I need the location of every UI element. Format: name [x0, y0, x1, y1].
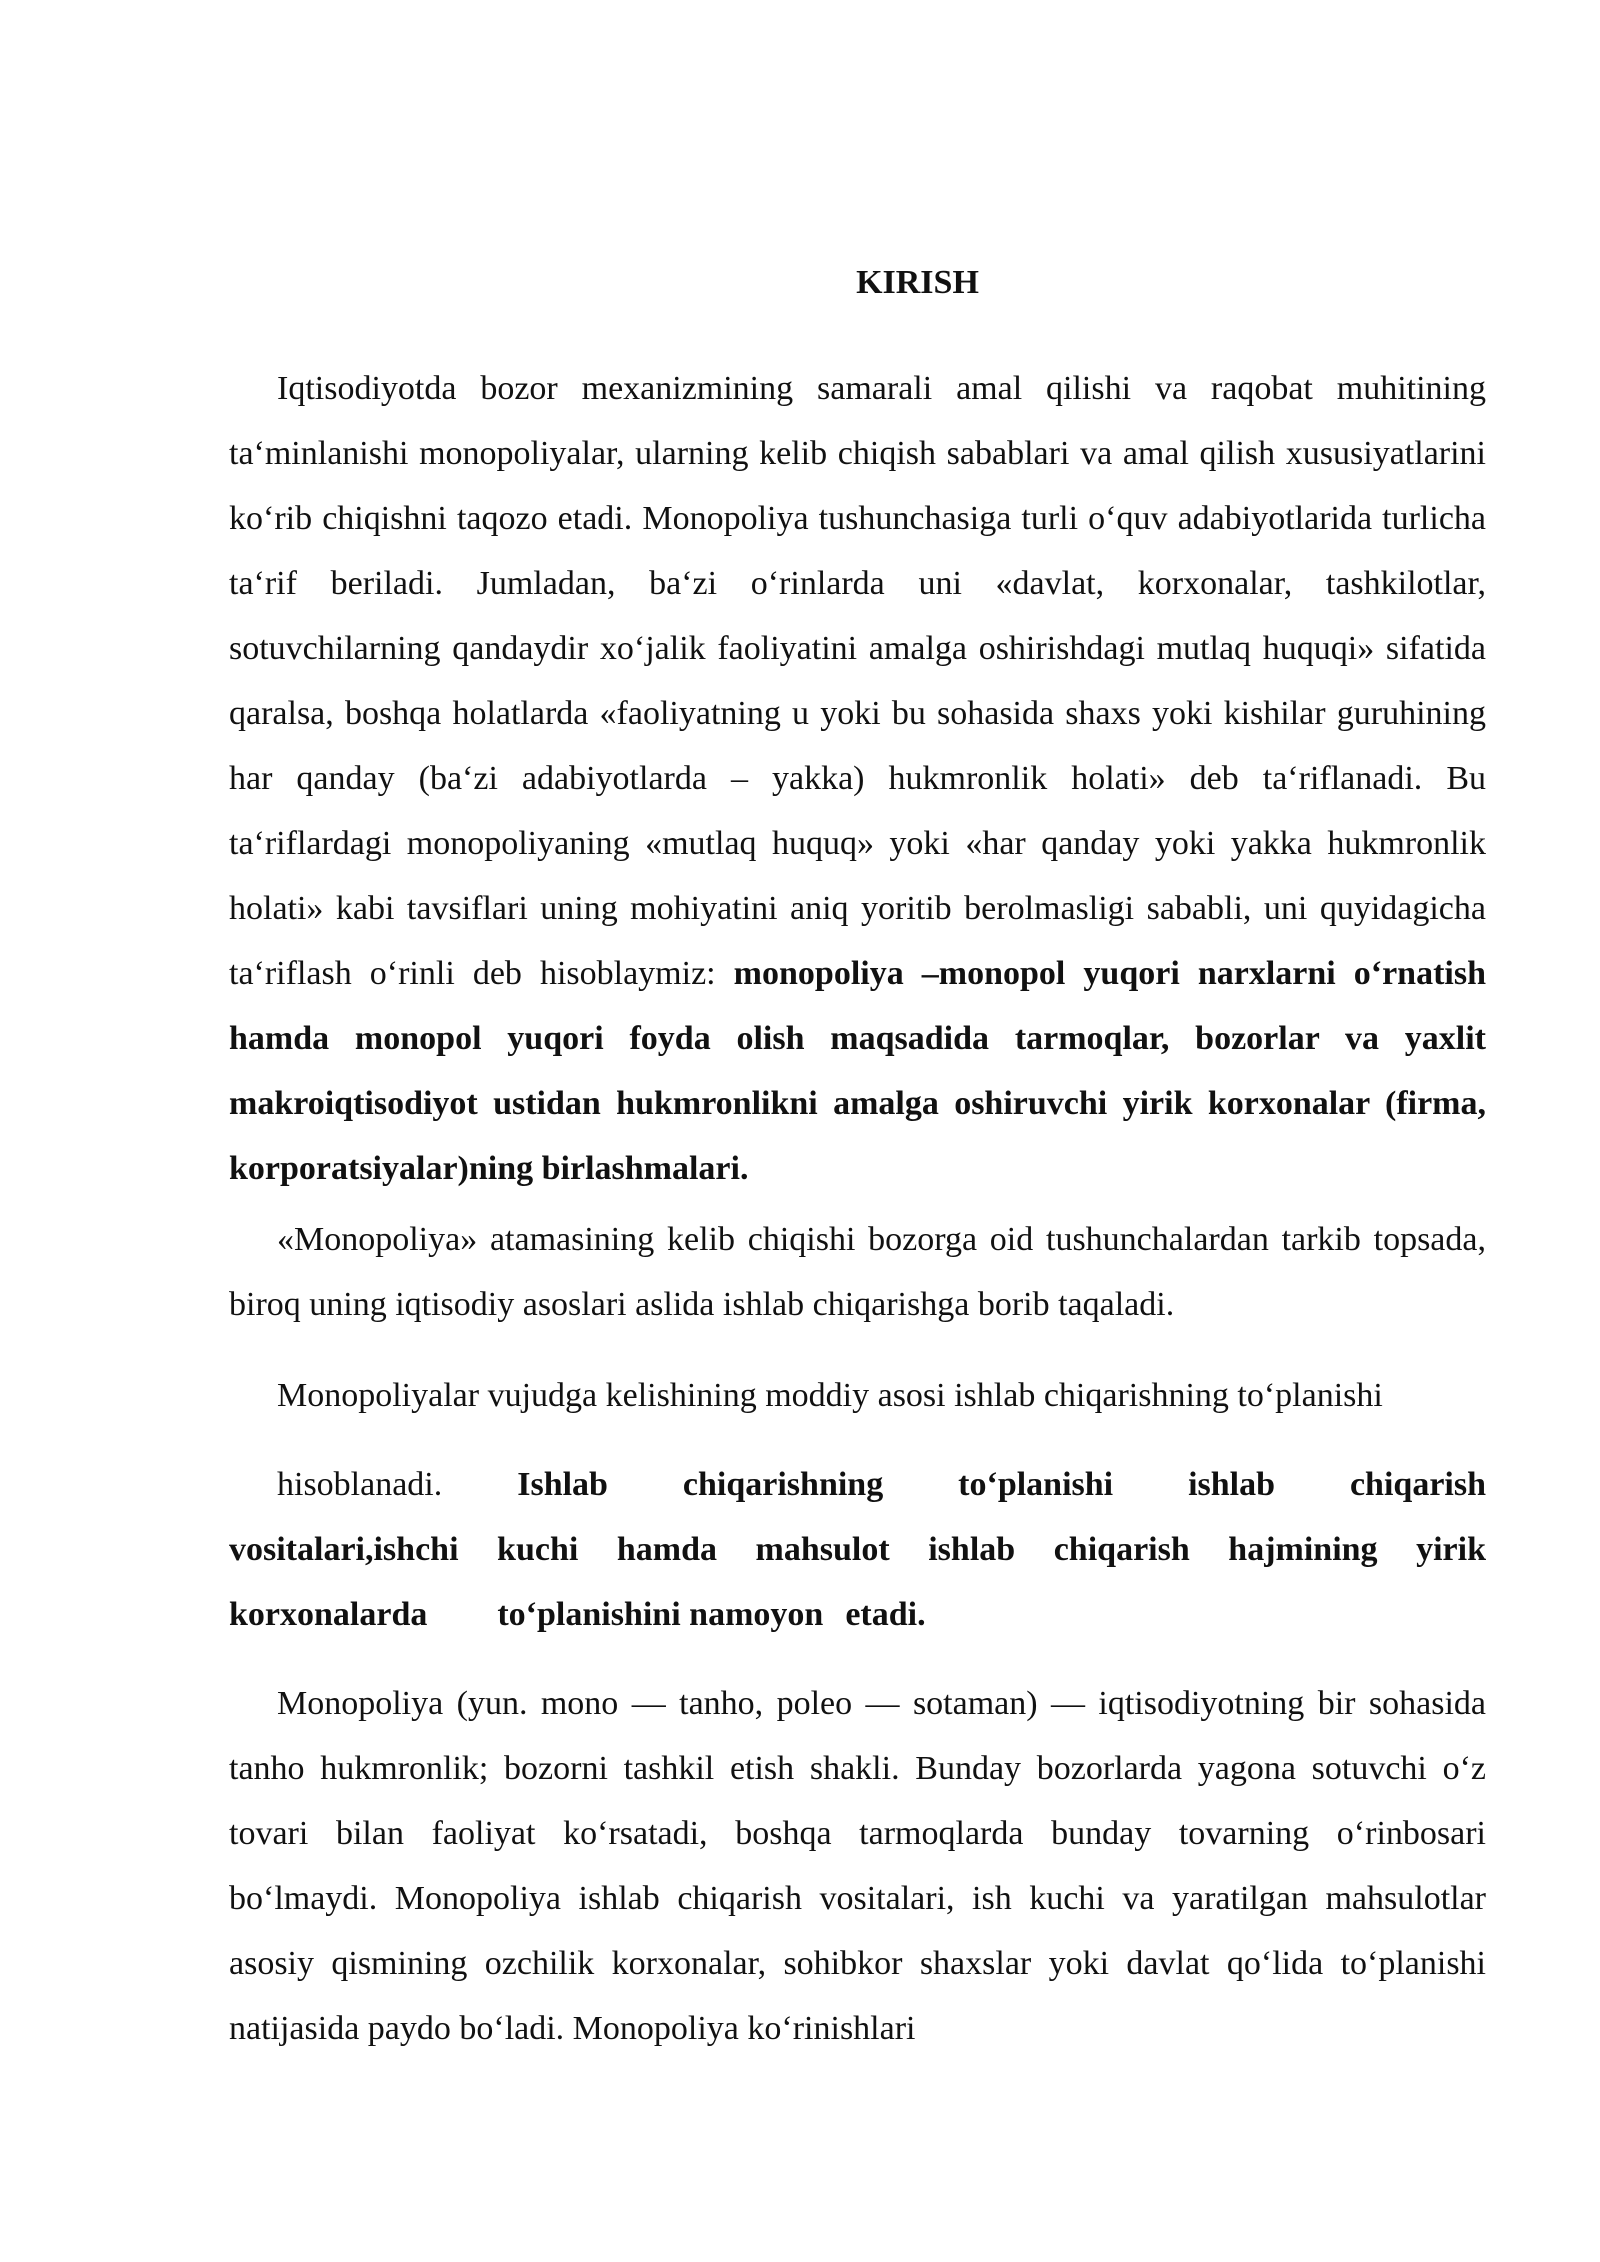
paragraph-concentration-normal: hisoblanadi. — [277, 1466, 443, 1503]
paragraph-concentration-tail-b: to‘planishini namoyon — [497, 1596, 824, 1633]
paragraph-concentration-line3 — [229, 1582, 1486, 1647]
page-title: KIRISH — [856, 264, 979, 301]
paragraph-intro-definition: monopoliya –monopol yuqori narxlarni o‘rnatish hamda monopol yuqori foyda olish maqsadida tarmoqlar, bozorlar va yaxlit makroiqtisodiyot ustidan hukmronlikni amalga oshiruvchi yirik korxonalar (firma, korporatsiyalar)ning birlashmalari. — [229, 955, 1486, 1187]
paragraph-concentration — [229, 1452, 1486, 1647]
paragraph-term-origin: «Monopoliya» atamasining kelib chiqishi bozorga oid tushunchalardan tarkib topsada, biroq uning iqtisodiy asoslari aslida ishlab chiqarishga borib taqaladi. — [229, 1221, 1486, 1323]
paragraph-concentration-tail-c: etadi. — [845, 1596, 926, 1633]
paragraph-concentration-tail-a: korxonalarda — [229, 1596, 428, 1633]
paragraph-concentration-line1 — [229, 1452, 1486, 1517]
paragraph-monopoly-definition: Monopoliya (yun. mono — tanho, poleo — sotaman) — iqtisodiyotning bir sohasida tanho hukmronlik; bozorni tashkil etish shakli. Bunday bozorlarda yagona sotuvchi o‘z tovari bilan faoliyat ko‘rsatadi, boshqa tarmoqlarda bunday tovarning o‘rinbosari bo‘lmaydi. Monopoliya ishlab chiqarish vositalari, ish kuchi va yaratilgan mahsulotlar asosiy qismining ozchilik korxonalar, sohibkor shaxslar yoki davlat qo‘lida to‘planishi natijasida paydo bo‘ladi. Monopoliya ko‘rinishlari — [229, 1685, 1486, 2047]
paragraph-concentration-bold1: Ishlab chiqarishning to‘planishi ishlab chiqarish — [517, 1466, 1487, 1503]
paragraph-intro-text: Iqtisodiyotda bozor mexanizmining samarali amal qilishi va raqobat muhitining ta‘minlanishi monopoliyalar, ularning kelib chiqish sabablari va amal qilish xususiyatlarini ko‘rib chiqishni taqozo etadi. Monopoliya tushunchasiga turli o‘quv adabiyotlarida turlicha ta‘rif beriladi. Jumladan, ba‘zi o‘rinlarda uni «davlat, korxonalar, tashkilotlar, sotuvchilarning qandaydir xo‘jalik faoliyatini amalga oshirishdagi mutlaq huquqi» sifatida qaralsa, boshqa holatlarda «faoliyatning u yoki bu sohasida shaxs yoki kishilar guruhining har qanday (ba‘zi adabiyotlarda – yakka) hukmronlik holati» deb ta‘riflanadi. Bu ta‘riflardagi monopoliyaning «mutlaq huquq» yoki «har qanday yoki yakka hukmronlik holati» kabi tavsiflari uning mohiyatini aniq yoritib berolmasligi sababli, uni quyidagicha ta‘riflash o‘rinli deb hisoblaymiz: — [229, 370, 1486, 992]
paragraph-concentration-line2 — [229, 1517, 1486, 1582]
paragraph-concentration-bold2: vositalari,ishchi kuchi hamda mahsulot ishlab chiqarish hajmining yirik — [229, 1531, 1486, 1568]
paragraph-intro — [229, 356, 1486, 1201]
document-body — [229, 260, 1486, 2061]
paragraph-material-basis: Monopoliyalar vujudga kelishining moddiy asosi ishlab chiqarishning to‘planishi — [277, 1377, 1383, 1414]
